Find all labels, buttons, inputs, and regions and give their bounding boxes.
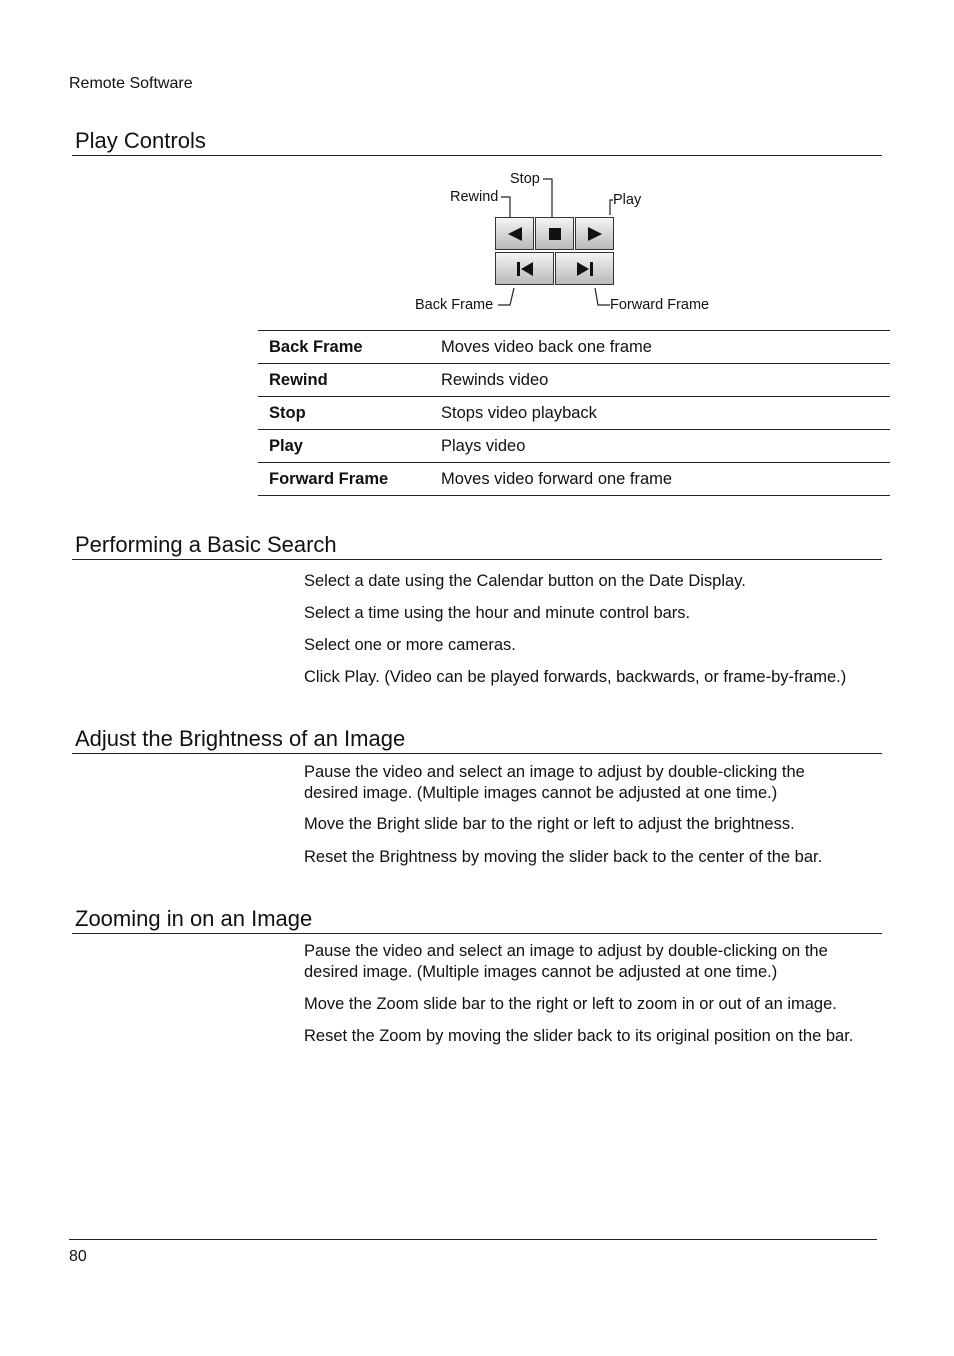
callout-back-frame: Back Frame [415,297,494,313]
table-row [258,430,890,463]
paragraph: Select one or more cameras. [304,636,516,654]
section-title-zoom: Zooming in on an Image [72,905,882,934]
control-description: Moves video back one frame [430,331,890,364]
callout-rewind: Rewind [450,189,499,205]
callout-stop: Stop [510,171,540,187]
control-name: Stop [258,397,430,430]
control-description: Moves video forward one frame [430,463,890,496]
paragraph: Click Play. (Video can be played forwards, backwards, or frame-by-frame.) [304,668,847,686]
paragraph: Pause the video and select an image to adjust by double-clicking the desired image. (Multiple images cannot be adjusted at one time.) [304,763,805,802]
control-description: Rewinds video [430,364,890,397]
control-name: Rewind [258,364,430,397]
callout-forward-frame: Forward Frame [610,297,710,313]
page-number: 80 [69,1248,87,1265]
back-frame-icon [515,261,535,277]
table-row [258,364,890,397]
forward-frame-icon [575,261,595,277]
paragraph: Move the Bright slide bar to the right or left to adjust the brightness. [304,815,795,833]
rewind-icon [506,226,524,242]
paragraph: Reset the Brightness by moving the slider back to the center of the bar. [304,848,823,866]
stop-button[interactable] [535,217,574,250]
control-description: Plays video [430,430,890,463]
section-title-play-controls: Play Controls [72,127,882,156]
control-name: Forward Frame [258,463,430,496]
play-icon [586,226,604,242]
play-controls-table [258,330,890,496]
table-row [258,397,890,430]
section-title-brightness: Adjust the Brightness of an Image [72,725,882,754]
paragraph: Select a time using the hour and minute control bars. [304,604,691,622]
paragraph: Move the Zoom slide bar to the right or left to zoom in or out of an image. [304,995,837,1013]
stop-icon [548,227,562,241]
control-description: Stops video playback [430,397,890,430]
paragraph: Reset the Zoom by moving the slider back to its original position on the bar. [304,1027,854,1045]
control-name: Play [258,430,430,463]
running-header: Remote Software [69,75,193,92]
forward-frame-button[interactable] [555,252,614,285]
paragraph: Pause the video and select an image to adjust by double-clicking on the desired image. (Multiple images cannot be adjusted at one time.) [304,942,828,981]
table-row [258,331,890,364]
footer-rule [69,1239,877,1240]
back-frame-button[interactable] [495,252,554,285]
control-name: Back Frame [258,331,430,364]
paragraph: Select a date using the Calendar button on the Date Display. [304,572,746,590]
play-controls-figure [410,168,730,318]
section-title-basic-search: Performing a Basic Search [72,531,882,560]
table-row [258,463,890,496]
callout-play: Play [613,192,642,208]
rewind-button[interactable] [495,217,534,250]
play-button[interactable] [575,217,614,250]
